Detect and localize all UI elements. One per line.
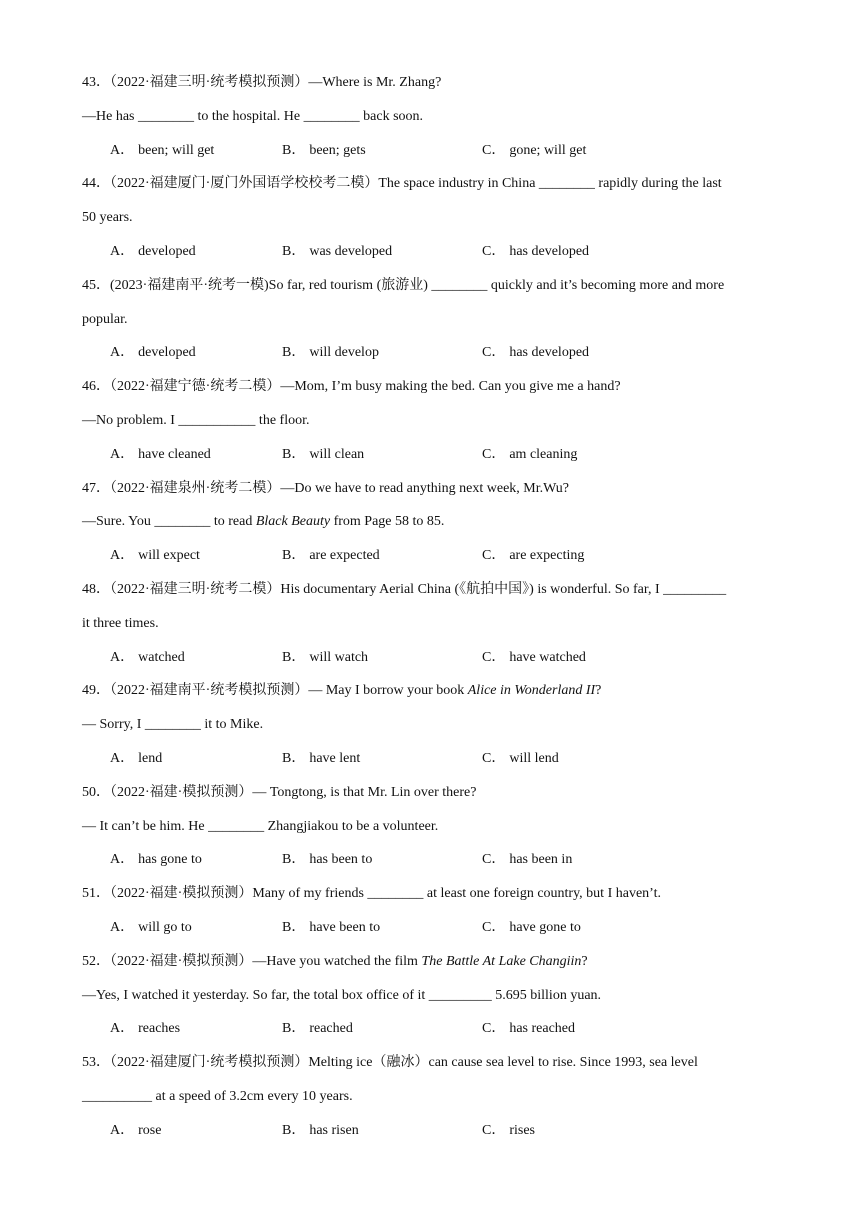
question-line: [82, 951, 790, 973]
option-text: developed: [138, 345, 196, 361]
question-line-continued: [82, 410, 790, 432]
option-b[interactable]: [282, 342, 379, 364]
answer-options: [82, 545, 790, 567]
question-line-continued: [82, 985, 790, 1007]
option-text: has developed: [509, 345, 590, 361]
question-line: [82, 376, 790, 398]
option-text: will expect: [138, 548, 200, 564]
question-line: [82, 579, 790, 601]
option-text: has been in: [509, 852, 573, 868]
option-letter: C．: [482, 1021, 506, 1037]
question-line-continued: [82, 714, 790, 736]
stem-text: So far, red tourism (旅游业) ________ quickly and it’s becoming more and more: [268, 277, 725, 293]
question-source: （2022·福建三明·统考模拟预测）: [110, 75, 309, 90]
stem-text: Melting ice（融冰）can cause sea level to rise. Since 1993, sea level: [308, 1055, 698, 1071]
option-text: have watched: [509, 649, 586, 665]
option-text: has gone to: [138, 852, 202, 868]
option-text: has reached: [509, 1021, 576, 1037]
stem-text: Many of my friends ________ at least one foreign country, but I haven’t.: [252, 886, 661, 902]
italic-title: Black Beauty: [255, 514, 331, 530]
option-a[interactable]: [110, 241, 196, 263]
option-c[interactable]: [482, 241, 589, 263]
stem-text: 50 years.: [82, 210, 133, 226]
option-text: was developed: [309, 244, 393, 259]
option-text: have lent: [309, 751, 361, 766]
option-c[interactable]: [482, 849, 572, 871]
answer-options: [82, 342, 790, 364]
stem-text: it three times.: [82, 615, 159, 631]
option-b[interactable]: [282, 1018, 353, 1040]
option-b[interactable]: [282, 849, 372, 871]
option-letter: C．: [482, 142, 506, 158]
stem-text: ?: [595, 683, 602, 699]
option-letter: B．: [282, 649, 306, 665]
option-letter: B．: [282, 345, 306, 361]
option-letter: C．: [482, 548, 506, 564]
question-source: （2022·福建宁德·统考二模）: [110, 379, 281, 395]
option-a[interactable]: [110, 545, 200, 567]
option-text: been; will get: [138, 142, 215, 158]
option-a[interactable]: [110, 342, 196, 364]
option-c[interactable]: [482, 545, 584, 567]
option-text: have gone to: [509, 920, 581, 935]
option-c[interactable]: [482, 140, 586, 162]
option-c[interactable]: [482, 748, 559, 770]
option-letter: A．: [110, 446, 135, 462]
option-a[interactable]: [110, 647, 185, 669]
answer-options: [82, 849, 790, 871]
option-letter: B．: [282, 244, 306, 259]
option-c[interactable]: [482, 342, 589, 364]
option-letter: A．: [110, 548, 135, 564]
question-line: [82, 173, 790, 195]
stem-text: The space industry in China ________ rapidly during the last: [378, 176, 722, 192]
option-text: developed: [138, 244, 196, 259]
option-text: gone; will get: [509, 142, 587, 158]
option-c[interactable]: [482, 917, 581, 939]
question-source: （2022·福建厦门·统考模拟预测）: [110, 1055, 309, 1071]
question-source: （2022·福建泉州·统考二模）: [110, 480, 281, 496]
stem-text: —Mom, I’m busy making the bed. Can you give me a hand?: [280, 379, 621, 395]
question-line: [82, 1052, 790, 1074]
stem-text: — Tongtong, is that Mr. Lin over there?: [252, 784, 477, 800]
option-b[interactable]: [282, 647, 368, 669]
question-line: [82, 275, 790, 297]
option-text: has been to: [309, 852, 373, 868]
answer-options: [82, 748, 790, 770]
question-number: 52．: [82, 953, 110, 969]
question-line-continued: [82, 106, 790, 128]
option-text: will lend: [509, 751, 559, 766]
option-letter: B．: [282, 1021, 306, 1037]
option-letter: B．: [282, 1122, 306, 1138]
question-line: [82, 72, 790, 94]
option-letter: A．: [110, 852, 135, 868]
option-letter: C．: [482, 345, 506, 361]
option-text: have been to: [309, 920, 381, 935]
answer-options: [82, 444, 790, 466]
question-number: 51．: [82, 886, 110, 902]
option-b[interactable]: [282, 545, 380, 567]
option-letter: B．: [282, 920, 306, 935]
question-source: （2022·福建·模拟预测）: [110, 886, 253, 902]
option-letter: C．: [482, 852, 506, 868]
question-number: 46．: [82, 379, 110, 395]
question-line-continued: [82, 511, 790, 533]
stem-text: popular.: [82, 311, 128, 327]
option-letter: C．: [482, 920, 506, 935]
stem-text: His documentary Aerial China (《航拍中国》) is wonderful. So far, I _________: [280, 582, 727, 597]
option-b[interactable]: [282, 1120, 359, 1142]
option-text: reaches: [138, 1021, 181, 1037]
option-a[interactable]: [110, 748, 162, 770]
question-source: （2022·福建南平·统考模拟预测）: [110, 683, 309, 699]
option-b[interactable]: [282, 917, 380, 939]
option-letter: A．: [110, 920, 135, 935]
answer-options: [82, 1120, 790, 1142]
option-a[interactable]: [110, 1120, 161, 1142]
option-letter: A．: [110, 1122, 135, 1138]
option-text: will watch: [309, 649, 369, 665]
question-source: （2022·福建厦门·厦门外国语学校校考二模）: [110, 176, 379, 192]
question-number: 49．: [82, 683, 110, 699]
option-text: has developed: [509, 244, 590, 259]
option-letter: A．: [110, 751, 135, 766]
option-b[interactable]: [282, 140, 366, 162]
option-c[interactable]: [482, 1018, 575, 1040]
option-letter: C．: [482, 1122, 506, 1138]
question-source: （2022·福建三明·统考二模）: [110, 582, 281, 597]
question-number: 48．: [82, 582, 110, 597]
option-letter: C．: [482, 751, 506, 766]
option-letter: B．: [282, 142, 306, 158]
answer-options: [82, 241, 790, 263]
stem-text: __________ at a speed of 3.2cm every 10 years.: [82, 1089, 353, 1104]
option-b[interactable]: [282, 444, 364, 466]
option-a[interactable]: [110, 140, 214, 162]
question-line-continued: [82, 309, 790, 331]
option-letter: A．: [110, 142, 135, 158]
question-line-continued: [82, 816, 790, 838]
option-a[interactable]: [110, 1018, 180, 1040]
option-text: been; gets: [309, 142, 366, 158]
stem-text: —Have you watched the film: [252, 953, 422, 969]
stem-text: —Where is Mr. Zhang?: [308, 75, 442, 90]
option-letter: B．: [282, 852, 306, 868]
question-line-continued: [82, 613, 790, 635]
question-line-continued: [82, 1086, 790, 1108]
stem-text: —He has ________ to the hospital. He ________ back soon.: [82, 108, 424, 124]
question-number: 43．: [82, 75, 110, 90]
option-a[interactable]: [110, 849, 202, 871]
option-letter: B．: [282, 446, 306, 462]
answer-options: [82, 917, 790, 939]
option-text: will develop: [309, 345, 379, 361]
option-letter: C．: [482, 446, 506, 462]
stem-text: from Page 58 to 85.: [330, 514, 445, 530]
option-b[interactable]: [282, 748, 360, 770]
option-letter: C．: [482, 244, 506, 259]
question-line: [82, 478, 790, 500]
option-letter: B．: [282, 548, 306, 564]
stem-text: — It can’t be him. He ________ Zhangjiakou to be a volunteer.: [82, 818, 439, 834]
question-number: 47．: [82, 480, 110, 496]
option-letter: A．: [110, 345, 135, 361]
option-text: rises: [509, 1122, 536, 1138]
option-text: have cleaned: [138, 446, 211, 462]
option-text: will clean: [309, 446, 365, 462]
option-a[interactable]: [110, 917, 192, 939]
question-source: (2023·福建南平·统考一模): [110, 277, 269, 293]
option-letter: B．: [282, 751, 306, 766]
option-c[interactable]: [482, 647, 586, 669]
stem-text: — Sorry, I ________ it to Mike.: [82, 717, 264, 733]
option-text: are expecting: [509, 548, 585, 564]
question-number: 50．: [82, 784, 110, 800]
stem-text: ?: [581, 953, 588, 969]
option-text: will go to: [138, 920, 192, 935]
question-line: [82, 782, 790, 804]
question-source: （2022·福建·模拟预测）: [110, 784, 253, 800]
option-c[interactable]: [482, 444, 577, 466]
option-letter: A．: [110, 244, 135, 259]
answer-options: [82, 647, 790, 669]
answer-options: [82, 140, 790, 162]
stem-text: — May I borrow your book: [308, 683, 468, 699]
stem-text: —Yes, I watched it yesterday. So far, the total box office of it _________ 5.695 billion yuan.: [82, 987, 602, 1003]
option-a[interactable]: [110, 444, 211, 466]
option-text: rose: [138, 1122, 162, 1138]
italic-title: Alice in Wonderland II: [467, 683, 596, 699]
option-text: watched: [138, 649, 185, 665]
question-line: [82, 680, 790, 702]
option-letter: A．: [110, 649, 135, 665]
option-letter: A．: [110, 1021, 135, 1037]
option-text: has risen: [309, 1122, 359, 1138]
stem-text: —Sure. You ________ to read: [82, 514, 256, 530]
italic-title: The Battle At Lake Changiin: [421, 953, 582, 969]
question-number: 44．: [82, 176, 110, 192]
option-text: am cleaning: [509, 446, 578, 462]
question-number: 45．: [82, 277, 110, 293]
answer-options: [82, 1018, 790, 1040]
option-letter: C．: [482, 649, 506, 665]
question-line: [82, 883, 790, 905]
stem-text: —No problem. I ___________ the floor.: [82, 413, 310, 428]
question-source: （2022·福建·模拟预测）: [110, 953, 253, 969]
question-line-continued: [82, 207, 790, 229]
option-text: are expected: [309, 548, 380, 564]
option-text: reached: [309, 1021, 353, 1037]
option-b[interactable]: [282, 241, 392, 263]
option-text: lend: [138, 751, 163, 766]
option-c[interactable]: [482, 1120, 535, 1142]
stem-text: —Do we have to read anything next week, Mr.Wu?: [280, 480, 570, 496]
question-number: 53．: [82, 1055, 110, 1071]
